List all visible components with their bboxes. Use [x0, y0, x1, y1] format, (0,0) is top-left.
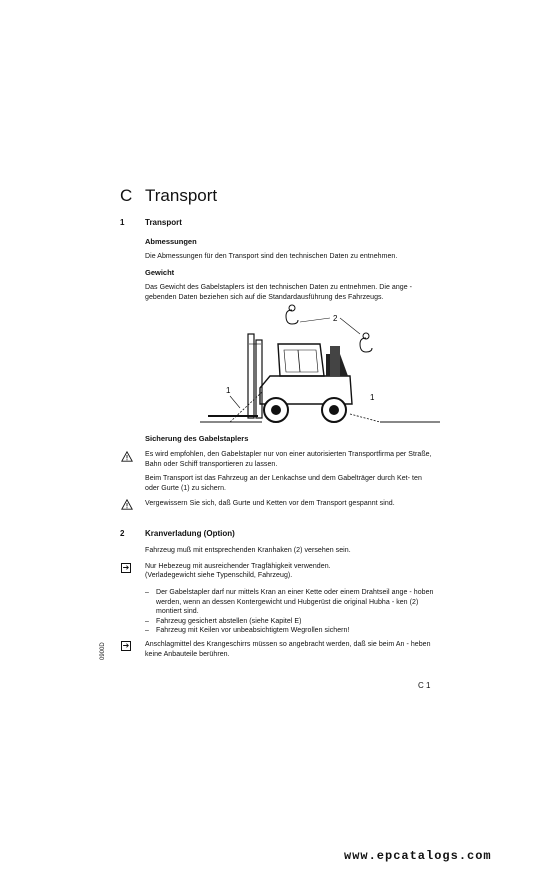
warning-triangle-icon: [121, 451, 133, 462]
note2-text: Anschlagmittel des Krangeschirrs müssen so angebracht werden, daß sie beim An - heben keine Anbauteile berühren.: [145, 641, 431, 658]
page-number: C 1: [418, 681, 431, 690]
arrow-note-icon: ➔: [122, 641, 130, 650]
forklift-transport-figure: [200, 304, 440, 430]
chapter-title: Transport: [145, 186, 218, 205]
securing-heading: Sicherung des Gabelstaplers: [145, 434, 249, 443]
figure-label-1-right: 1: [370, 393, 375, 402]
securing-text: Beim Transport ist das Fahrzeug an der Lenkachse und dem Gabelträger durch Ket- ten oder Gurte (1) zu sichern.: [145, 475, 422, 492]
section1-title: Transport: [145, 218, 182, 227]
list-item: – Fahrzeug mit Keilen vor unbeabsichtigtem Wegrollen sichern!: [145, 626, 435, 636]
section2-title: Kranverladung (Option): [145, 529, 235, 538]
securing-chain-right: [350, 414, 380, 422]
document-code: 0900D: [100, 642, 106, 660]
list-item: – Fahrzeug gesichert abstellen (siehe Kapitel E): [145, 617, 435, 627]
arrow-note-icon: ➔: [122, 563, 130, 572]
section1-number: 1: [120, 218, 125, 227]
note1-line1: Nur Hebezeug mit ausreichender Tragfähigkeit verwenden.: [145, 563, 331, 570]
list-item: – Der Gabelstapler darf nur mittels Kran an einer Kette oder einem Drahtseil ange - hoben werden, wenn an dessen Kontergewicht und Hubgerüst die original Hubha - ken (2) montiert sind.: [145, 588, 435, 617]
warning-triangle-icon: [121, 499, 133, 510]
note1-line2: (Verladegewicht siehe Typenschild, Fahrzeug).: [145, 572, 293, 579]
figure-label-1-left: 1: [226, 386, 231, 395]
section2-number: 2: [120, 529, 125, 538]
figure-label-2: 2: [333, 314, 338, 323]
weight-heading: Gewicht: [145, 268, 175, 277]
crane-intro-text: Fahrzeug muß mit entsprechenden Kranhaken (2) versehen sein.: [145, 547, 351, 554]
watermark: www.epcatalogs.com: [344, 849, 492, 863]
weight-text: Das Gewicht des Gabelstaplers ist den technischen Daten zu entnehmen. Die ange - gebenden Daten beziehen sich auf die Standardausführung des Fahrzeugs.: [145, 284, 413, 301]
crane-instructions-list: [145, 588, 435, 636]
crane-hook-icon: [286, 310, 298, 324]
chapter-letter: C: [120, 186, 133, 205]
dimensions-text: Die Abmessungen für den Transport sind den technischen Daten zu entnehmen.: [145, 253, 398, 260]
warning1-text: Es wird empfohlen, den Gabelstapler nur von einer autorisierten Transportfirma per Straße, Bahn oder Schiff transportieren zu lassen.: [145, 451, 432, 468]
warning2-text: Vergewissern Sie sich, daß Gurte und Ketten vor dem Transport gespannt sind.: [145, 500, 395, 507]
crane-hook-icon: [360, 338, 372, 352]
dimensions-heading: Abmessungen: [145, 237, 197, 246]
